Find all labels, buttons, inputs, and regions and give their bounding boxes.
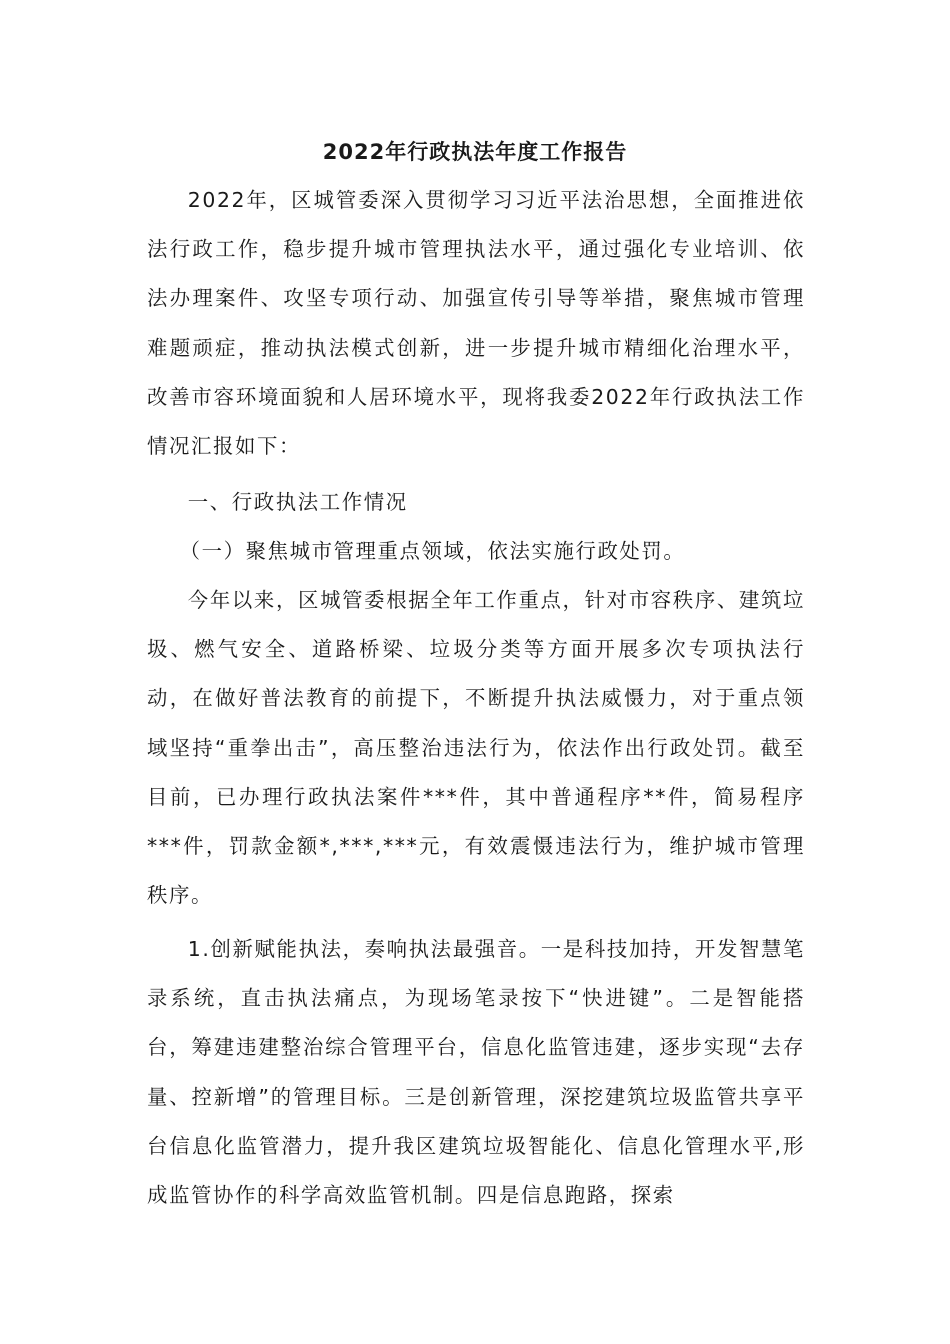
body-paragraph: 今年以来，区城管委根据全年工作重点，针对市容秩序、建筑垃圾、燃气安全、道路桥梁、垃圾分类等方面开展多次专项执法行动，在做好普法教育的前提下，不断提升执法威慑力，对于重点领域坚持“重拳出击”，高压整治违法行为，依法作出行政处罚。截至目前，已办理行政执法案件***件，其中普通程序**件，简易程序***件，罚款金额*,***,***元，有效震慑违法行为，维护城市管理秩序。: [147, 588, 805, 908]
body-paragraph-numbered: 1.创新赋能执法，奏响执法最强音。一是科技加持，开发智慧笔录系统，直击执法痛点，为现场笔录按下“快进键”。二是智能搭台，筹建违建整治综合管理平台，信息化监管违建，逐步实现“去存量、控新增”的管理目标。三是创新管理，深挖建筑垃圾监管共享平台信息化监管潜力，提升我区建筑垃圾智能化、信息化管理水平,形成监管协作的科学高效监管机制。四是信息跑路，探索: [147, 937, 805, 1208]
intro-paragraph: 2022年，区城管委深入贯彻学习习近平法治思想，全面推进依法行政工作，稳步提升城市管理执法水平，通过强化专业培训、依法办理案件、攻坚专项行动、加强宣传引导等举措，聚焦城市管理难题顽症，推动执法模式创新，进一步提升城市精细化治理水平，改善市容环境面貌和人居环境水平，现将我委2022年行政执法工作情况汇报如下：: [147, 188, 805, 459]
section-heading: 一、行政执法工作情况: [187, 490, 408, 514]
document-title: 2022年行政执法年度工作报告: [322, 140, 628, 164]
subsection-heading: （一）聚焦城市管理重点领域，依法实施行政处罚。: [179, 539, 686, 563]
